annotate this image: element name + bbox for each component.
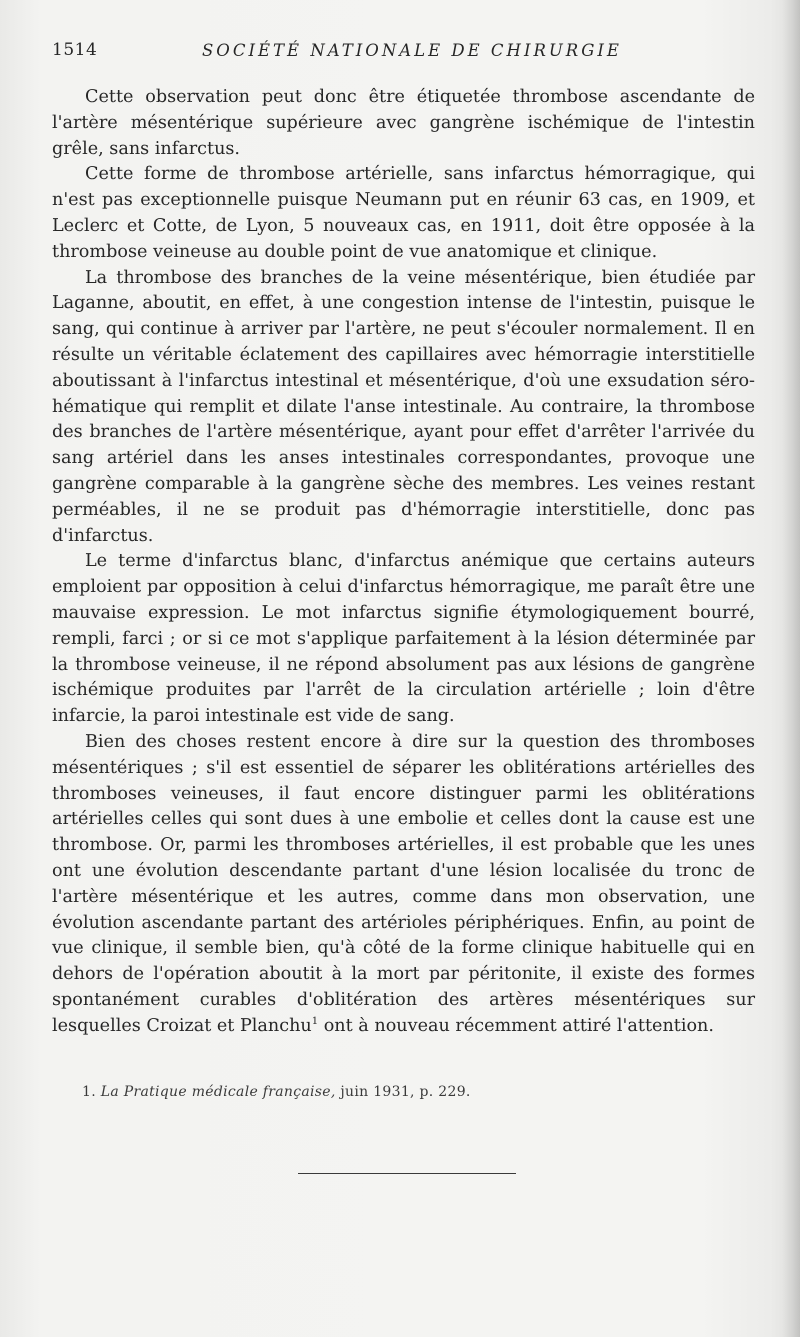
footnote-reference[interactable]: 1 [311,1015,319,1027]
paragraph-5-end: ont à nouveau récemment attiré l'attention. [318,1015,714,1036]
end-rule-divider [298,1173,516,1174]
paragraph-2: Cette forme de thrombose artérielle, sans infarctus hémorragique, qui n'est pas exceptionnelle puisque Neumann put en réunir 63 cas, en 1909, et Leclerc et Cotte, de Lyon, 5 nouveaux cas, en 1911, doit être opposée à la thrombose veineuse au double point de vue anatomique et clinique. [52,164,755,262]
footnote-source-title: La Pratique médicale française, [100,1084,336,1100]
footnote [82,1084,471,1100]
running-header [52,40,772,70]
paragraph-5 [52,730,755,1040]
page-edge-shadow [782,0,800,1337]
page-number: 1514 [52,40,98,60]
paragraph-3: La thrombose des branches de la veine mésentérique, bien étudiée par Laganne, aboutit, en effet, à une congestion intense de l'intestin, puisque le sang, qui continue à arriver par l'artère, ne peut s'écouler normalement. Il en résulte un véritable éclatement des capillaires avec hémorragie interstitielle aboutissant à l'infarctus intestinal et mésentérique, d'où une exsudation séro-hématique qui remplit et dilate l'anse intestinale. Au contraire, la thrombose des branches de l'artère mésentérique, ayant pour effet d'arrêter l'arrivée du sang artériel dans les anses intestinales correspondantes, provoque une gangrène comparable à la gangrène sèche des membres. Les veines restant perméables, il ne se produit pas d'hémorragie interstitielle, donc pas d'infarctus. [52,267,755,546]
journal-title: SOCIÉTÉ NATIONALE DE CHIRURGIE [202,41,622,60]
footnote-number: 1. [82,1084,96,1100]
footnote-source-details: juin 1931, p. 229. [340,1084,471,1100]
paragraph-1: Cette observation peut donc être étiquetée thrombose ascendante de l'artère mésentérique supérieure avec gangrène ischémique de l'intestin grêle, sans infarctus. [52,87,755,159]
article-body [52,85,755,1039]
paragraph-5-text: Bien des choses restent encore à dire sur la question des thromboses mésentériques ; s'il est essentiel de séparer les oblitérations artérielles des thromboses veineuses, il faut encore distinguer parmi les oblitérations artérielles celles qui sont dues à une embolie et celles dont la cause est une thrombose. Or, parmi les thromboses artérielles, il est probable que les unes ont une évolution descendante partant d'une lésion localisée du tronc de l'artère mésentérique et les autres, comme dans mon observation, une évolution ascendante partant des artérioles périphériques. Enfin, au point de vue clinique, il semble bien, qu'à côté de la forme clinique habituelle qui en dehors de l'opération aboutit à la mort par péritonite, il existe des formes spontanément curables d'oblitération des artères mésentériques sur lesquelles Croizat et Planchu [52,731,755,1036]
paragraph-4: Le terme d'infarctus blanc, d'infarctus anémique que certains auteurs emploient par opposition à celui d'infarctus hémorragique, me paraît être une mauvaise expression. Le mot infarctus signifie étymologiquement bourré, rempli, farci ; or si ce mot s'applique parfaitement à la lésion déterminée par la thrombose veineuse, il ne répond absolument pas aux lésions de gangrène ischémique produites par l'arrêt de la circulation artérielle ; loin d'être infarcie, la paroi intestinale est vide de sang. [52,551,755,727]
